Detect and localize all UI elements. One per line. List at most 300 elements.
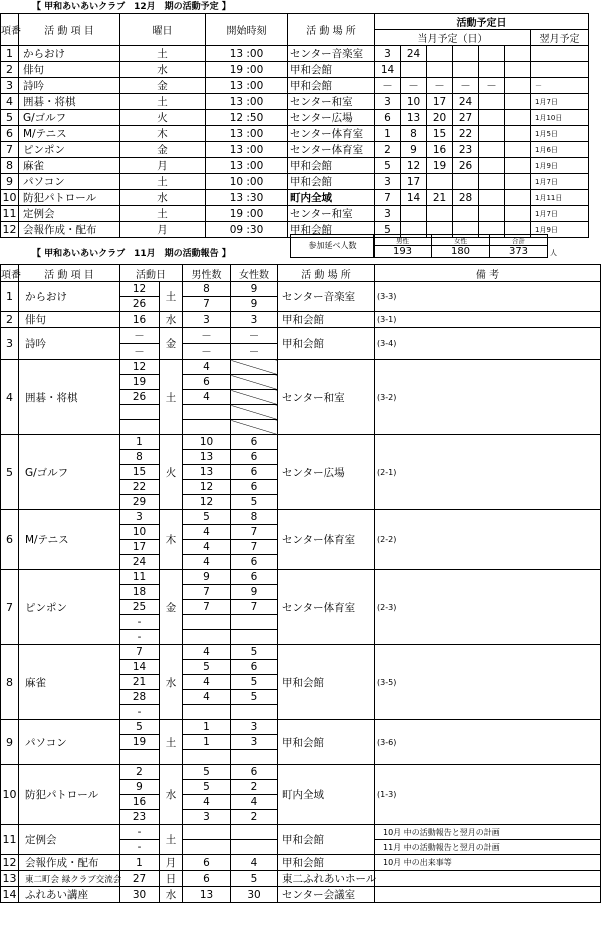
activity-day: 8 bbox=[120, 450, 160, 465]
activity-day: 22 bbox=[120, 480, 160, 495]
activity-day: 12 bbox=[120, 360, 160, 375]
activity-place: センター広場 bbox=[278, 435, 375, 510]
planned-day bbox=[505, 158, 531, 174]
activity-day: - bbox=[120, 825, 160, 840]
next-month-date: 1月7日 bbox=[531, 174, 589, 190]
activity-place: 甲和会館 bbox=[278, 312, 375, 328]
schedule-row bbox=[1, 126, 589, 142]
planned-day: 23 bbox=[453, 142, 479, 158]
weekday: 金 bbox=[120, 78, 206, 94]
planned-day: 3 bbox=[375, 94, 401, 110]
weekday: 水 bbox=[120, 62, 206, 78]
activity-day: － bbox=[120, 344, 160, 360]
remark: (2-1) bbox=[375, 435, 601, 510]
activity-place: 東二ふれあいホール bbox=[278, 871, 375, 887]
row-number: 8 bbox=[1, 158, 19, 174]
remark: (3-1) bbox=[375, 312, 601, 328]
planned-day: 9 bbox=[401, 142, 427, 158]
schedule-row bbox=[1, 206, 589, 222]
male-count: 7 bbox=[183, 297, 231, 312]
start-time: 19 :00 bbox=[206, 62, 288, 78]
row-number: 4 bbox=[1, 94, 19, 110]
male-count: － bbox=[183, 344, 231, 360]
activity-day: 29 bbox=[120, 495, 160, 510]
header-weekday: 曜日 bbox=[120, 14, 206, 46]
activity-day: - bbox=[120, 705, 160, 720]
weekday: 金 bbox=[120, 142, 206, 158]
activity-place: センター体育室 bbox=[278, 510, 375, 570]
planned-day bbox=[401, 62, 427, 78]
planned-day: － bbox=[401, 78, 427, 94]
planned-day: 17 bbox=[427, 94, 453, 110]
remark: (2-3) bbox=[375, 570, 601, 645]
next-month-date: 1月11日 bbox=[531, 190, 589, 206]
activity-day: 17 bbox=[120, 540, 160, 555]
start-time: 13 :30 bbox=[206, 190, 288, 206]
planned-day: 6 bbox=[375, 110, 401, 126]
activity-place: 甲和会館 bbox=[288, 174, 375, 190]
header-plan: 活動予定日 bbox=[375, 14, 589, 30]
male-count bbox=[183, 840, 231, 855]
next-month-date bbox=[531, 62, 589, 78]
planned-day: － bbox=[427, 78, 453, 94]
female-count: 5 bbox=[231, 645, 278, 660]
planned-day: 24 bbox=[453, 94, 479, 110]
start-time: 13 :00 bbox=[206, 78, 288, 94]
report-row bbox=[1, 871, 601, 887]
weekday: 水 bbox=[160, 765, 183, 825]
planned-day: 24 bbox=[401, 46, 427, 62]
male-count: 12 bbox=[183, 480, 231, 495]
start-time: 12 :50 bbox=[206, 110, 288, 126]
activity-name: ふれあい講座 bbox=[19, 887, 120, 903]
activity-name: からおけ bbox=[19, 282, 120, 312]
activity-place: 甲和会館 bbox=[288, 62, 375, 78]
activity-day: 9 bbox=[120, 780, 160, 795]
planned-day bbox=[505, 62, 531, 78]
planned-day bbox=[505, 190, 531, 206]
female-count: 2 bbox=[231, 810, 278, 825]
planned-day: 3 bbox=[375, 46, 401, 62]
male-count bbox=[183, 630, 231, 645]
planned-day: 27 bbox=[453, 110, 479, 126]
header-no: 項番 bbox=[1, 265, 19, 282]
female-count: 9 bbox=[231, 297, 278, 312]
next-month-date: 1月10日 bbox=[531, 110, 589, 126]
female-count: 4 bbox=[231, 795, 278, 810]
remark: (1-3) bbox=[375, 765, 601, 825]
planned-day: 22 bbox=[453, 126, 479, 142]
planned-day bbox=[479, 206, 505, 222]
female-header: 女性 bbox=[432, 235, 490, 246]
remark: (3-2) bbox=[375, 360, 601, 435]
male-count: 8 bbox=[183, 282, 231, 297]
male-count: 4 bbox=[183, 690, 231, 705]
weekday: 日 bbox=[160, 871, 183, 887]
activity-day: - bbox=[120, 840, 160, 855]
male-count: 13 bbox=[183, 450, 231, 465]
schedule-row bbox=[1, 142, 589, 158]
planned-day: 5 bbox=[375, 222, 401, 238]
weekday: 水 bbox=[120, 190, 206, 206]
start-time: 13 :00 bbox=[206, 142, 288, 158]
male-count bbox=[183, 825, 231, 840]
row-number: 11 bbox=[2, 207, 17, 220]
planned-day bbox=[453, 46, 479, 62]
male-count: 9 bbox=[183, 570, 231, 585]
start-time: 09 :30 bbox=[206, 222, 288, 238]
planned-day bbox=[505, 78, 531, 94]
next-month-date bbox=[531, 46, 589, 62]
female-count: 7 bbox=[231, 525, 278, 540]
female-count bbox=[231, 360, 278, 375]
activity-day: 24 bbox=[120, 555, 160, 570]
report-row bbox=[1, 282, 601, 297]
activity-day: － bbox=[120, 328, 160, 344]
male-count: 5 bbox=[183, 660, 231, 675]
female-count: 6 bbox=[231, 435, 278, 450]
next-month-date: 1月5日 bbox=[531, 126, 589, 142]
group-number: 12 bbox=[2, 856, 17, 869]
group-number: 14 bbox=[2, 888, 17, 901]
male-count: 6 bbox=[183, 871, 231, 887]
next-month-date: 1月9日 bbox=[531, 158, 589, 174]
female-count: 3 bbox=[231, 735, 278, 750]
next-month-date: 1月9日 bbox=[531, 222, 589, 238]
remark: (3-5) bbox=[375, 645, 601, 720]
planned-day: 26 bbox=[453, 158, 479, 174]
activity-place: センター和室 bbox=[288, 206, 375, 222]
header-next-month: 翌月予定 bbox=[531, 30, 589, 46]
female-count: 6 bbox=[231, 570, 278, 585]
activity-place: センター音楽室 bbox=[278, 282, 375, 312]
female-count: 5 bbox=[231, 871, 278, 887]
planned-day: － bbox=[453, 78, 479, 94]
activity-day: 2 bbox=[120, 765, 160, 780]
activity-name: 囲碁・将棋 bbox=[19, 360, 120, 435]
activity-day bbox=[120, 420, 160, 435]
male-count: 12 bbox=[183, 495, 231, 510]
planned-day bbox=[401, 206, 427, 222]
planned-day bbox=[427, 206, 453, 222]
group-number: 3 bbox=[1, 328, 19, 360]
activity-name: 俳句 bbox=[19, 62, 120, 78]
activity-place: 甲和会館 bbox=[288, 78, 375, 94]
report-row bbox=[1, 720, 601, 735]
report-row bbox=[1, 510, 601, 525]
person-unit: 人 bbox=[550, 249, 557, 257]
activity-day: 5 bbox=[120, 720, 160, 735]
weekday: 土 bbox=[160, 825, 183, 855]
planned-day: 13 bbox=[401, 110, 427, 126]
female-count: 5 bbox=[231, 690, 278, 705]
weekday: 土 bbox=[160, 720, 183, 765]
schedule-row bbox=[1, 78, 589, 94]
planned-day bbox=[505, 126, 531, 142]
female-count bbox=[231, 420, 278, 435]
planned-day: 14 bbox=[375, 62, 401, 78]
schedule-row bbox=[1, 62, 589, 78]
start-time: 10 :00 bbox=[206, 174, 288, 190]
planned-day bbox=[479, 62, 505, 78]
female-count: － bbox=[231, 328, 278, 344]
activity-day: 28 bbox=[120, 690, 160, 705]
activity-name: 定例会 bbox=[19, 825, 120, 855]
female-count: 6 bbox=[231, 660, 278, 675]
weekday: 木 bbox=[120, 126, 206, 142]
female-count: 6 bbox=[231, 765, 278, 780]
weekday: 土 bbox=[120, 206, 206, 222]
group-number: 10 bbox=[1, 765, 19, 825]
header-activity: 活 動 項 目 bbox=[19, 14, 120, 46]
report-row bbox=[1, 855, 601, 871]
activity-place: 甲和会館 bbox=[288, 222, 375, 238]
activity-day: 26 bbox=[120, 390, 160, 405]
row-number: 5 bbox=[1, 110, 19, 126]
schedule-row bbox=[1, 174, 589, 190]
female-count: 6 bbox=[231, 555, 278, 570]
male-count: 5 bbox=[183, 780, 231, 795]
report-row bbox=[1, 312, 601, 328]
male-count: 4 bbox=[183, 360, 231, 375]
activity-day: 1 bbox=[120, 855, 160, 871]
start-time: 13 :00 bbox=[206, 94, 288, 110]
male-count: 13 bbox=[183, 465, 231, 480]
schedule-row bbox=[1, 94, 589, 110]
male-count bbox=[183, 615, 231, 630]
activity-day: 3 bbox=[120, 510, 160, 525]
planned-day: 20 bbox=[427, 110, 453, 126]
activity-name: 防犯パトロール bbox=[19, 765, 120, 825]
activity-place: センター広場 bbox=[288, 110, 375, 126]
report-row bbox=[1, 360, 601, 375]
male-count: 5 bbox=[183, 765, 231, 780]
header-male: 男性数 bbox=[183, 265, 231, 282]
planned-day: 17 bbox=[401, 174, 427, 190]
activity-place: 甲和会館 bbox=[278, 328, 375, 360]
remark: (3-3) bbox=[375, 282, 601, 312]
activity-name: ピンポン bbox=[19, 570, 120, 645]
male-count: 4 bbox=[183, 795, 231, 810]
header-no: 項番 bbox=[1, 14, 19, 46]
schedule-row bbox=[1, 190, 589, 206]
activity-day: 16 bbox=[120, 312, 160, 328]
planned-day bbox=[453, 206, 479, 222]
remark: 11月 中の活動報告と翌月の計画 bbox=[375, 840, 601, 855]
male-count: 13 bbox=[183, 887, 231, 903]
activity-day: 23 bbox=[120, 810, 160, 825]
weekday: 木 bbox=[160, 510, 183, 570]
next-month-date: 1月7日 bbox=[531, 94, 589, 110]
male-count: 4 bbox=[183, 555, 231, 570]
activity-place: 町内全域 bbox=[278, 765, 375, 825]
remark bbox=[375, 887, 601, 903]
activity-name: G/ゴルフ bbox=[19, 110, 120, 126]
activity-name: 東二町会 緑クラブ交流会 bbox=[19, 871, 120, 887]
report-table bbox=[0, 264, 601, 903]
activity-day: 15 bbox=[120, 465, 160, 480]
activity-name: 会報作成・配布 bbox=[19, 222, 120, 238]
activity-name: パソコン bbox=[19, 174, 120, 190]
activity-day: 21 bbox=[120, 675, 160, 690]
activity-name: 俳句 bbox=[19, 312, 120, 328]
weekday: 土 bbox=[160, 282, 183, 312]
male-count: 1 bbox=[183, 720, 231, 735]
planned-day bbox=[479, 46, 505, 62]
female-count: 6 bbox=[231, 465, 278, 480]
report-row bbox=[1, 328, 601, 344]
activity-name: パソコン bbox=[19, 720, 120, 765]
activity-place: 甲和会館 bbox=[288, 158, 375, 174]
female-count: 6 bbox=[231, 450, 278, 465]
schedule-row bbox=[1, 46, 589, 62]
group-number: 5 bbox=[1, 435, 19, 510]
planned-day: 5 bbox=[375, 158, 401, 174]
row-number: 12 bbox=[2, 223, 17, 236]
remark bbox=[375, 871, 601, 887]
planned-day bbox=[505, 46, 531, 62]
activity-day bbox=[120, 405, 160, 420]
planned-day bbox=[505, 206, 531, 222]
female-count bbox=[231, 705, 278, 720]
female-count: 8 bbox=[231, 510, 278, 525]
header-female: 女性数 bbox=[231, 265, 278, 282]
activity-day: 26 bbox=[120, 297, 160, 312]
activity-name: 定例会 bbox=[19, 206, 120, 222]
participants-label: 参加延べ人数 bbox=[290, 234, 375, 258]
weekday: 月 bbox=[120, 158, 206, 174]
start-time: 13 :00 bbox=[206, 158, 288, 174]
activity-name: 囲碁・将棋 bbox=[19, 94, 120, 110]
row-number: 3 bbox=[1, 78, 19, 94]
planned-day bbox=[427, 174, 453, 190]
planned-day: 16 bbox=[427, 142, 453, 158]
activity-name: 麻雀 bbox=[19, 158, 120, 174]
start-time: 19 :00 bbox=[206, 206, 288, 222]
planned-day bbox=[505, 94, 531, 110]
activity-day: 25 bbox=[120, 600, 160, 615]
planned-day: － bbox=[479, 78, 505, 94]
row-number: 6 bbox=[1, 126, 19, 142]
male-count: 3 bbox=[183, 810, 231, 825]
male-count: 10 bbox=[183, 435, 231, 450]
weekday: 火 bbox=[160, 435, 183, 510]
planned-day: 10 bbox=[401, 94, 427, 110]
activity-name: 詩吟 bbox=[19, 328, 120, 360]
female-count bbox=[231, 630, 278, 645]
activity-place: 甲和会館 bbox=[278, 825, 375, 855]
activity-day: 19 bbox=[120, 375, 160, 390]
male-count bbox=[183, 405, 231, 420]
male-count bbox=[183, 705, 231, 720]
activity-day: 12 bbox=[120, 282, 160, 297]
header-remarks: 備 考 bbox=[375, 265, 601, 282]
planned-day bbox=[479, 110, 505, 126]
planned-day bbox=[479, 190, 505, 206]
female-count: 3 bbox=[231, 312, 278, 328]
female-count: 5 bbox=[231, 495, 278, 510]
next-month-date: 1月7日 bbox=[531, 206, 589, 222]
total-header: 合計 bbox=[490, 235, 548, 246]
remark: (3-6) bbox=[375, 720, 601, 765]
next-month-date: 1月6日 bbox=[531, 142, 589, 158]
group-number: 9 bbox=[1, 720, 19, 765]
female-count: 3 bbox=[231, 720, 278, 735]
planned-day bbox=[505, 110, 531, 126]
female-count: － bbox=[231, 344, 278, 360]
activity-name: M/テニス bbox=[19, 510, 120, 570]
male-count: 6 bbox=[183, 375, 231, 390]
female-count bbox=[231, 750, 278, 765]
activity-place: 甲和会館 bbox=[278, 645, 375, 720]
planned-day bbox=[479, 174, 505, 190]
activity-day bbox=[120, 750, 160, 765]
header-place: 活 動 場 所 bbox=[288, 14, 375, 46]
planned-day: － bbox=[375, 78, 401, 94]
activity-day: 18 bbox=[120, 585, 160, 600]
group-number: 1 bbox=[1, 282, 19, 312]
female-count: 6 bbox=[231, 480, 278, 495]
female-count: 7 bbox=[231, 600, 278, 615]
planned-day bbox=[479, 94, 505, 110]
male-count: 4 bbox=[183, 540, 231, 555]
activity-name: からおけ bbox=[19, 46, 120, 62]
weekday: 土 bbox=[120, 94, 206, 110]
row-number: 9 bbox=[1, 174, 19, 190]
weekday: 水 bbox=[160, 312, 183, 328]
report-row bbox=[1, 570, 601, 585]
row-number: 10 bbox=[2, 191, 17, 204]
header-this-month: 当月予定（日） bbox=[375, 30, 531, 46]
planned-day: 3 bbox=[375, 174, 401, 190]
planned-day bbox=[453, 62, 479, 78]
planned-day bbox=[427, 62, 453, 78]
activity-day: 30 bbox=[120, 887, 160, 903]
planned-day bbox=[479, 158, 505, 174]
male-header: 男性 bbox=[374, 235, 432, 246]
planned-day: 19 bbox=[427, 158, 453, 174]
activity-day: 1 bbox=[120, 435, 160, 450]
female-count bbox=[231, 825, 278, 840]
report-row bbox=[1, 645, 601, 660]
planned-day: 28 bbox=[453, 190, 479, 206]
row-number: 1 bbox=[1, 46, 19, 62]
planned-day bbox=[427, 46, 453, 62]
male-count: 1 bbox=[183, 735, 231, 750]
report-title: 【 甲和あいあいクラブ 11月 期の活動報告 】 bbox=[32, 249, 231, 259]
female-count: 9 bbox=[231, 585, 278, 600]
female-count: 5 bbox=[231, 675, 278, 690]
weekday: 水 bbox=[160, 887, 183, 903]
planned-day: 7 bbox=[375, 190, 401, 206]
planned-day bbox=[505, 174, 531, 190]
activity-place: 甲和会館 bbox=[278, 855, 375, 871]
weekday: 金 bbox=[160, 570, 183, 645]
planned-day: 8 bbox=[401, 126, 427, 142]
male-count: 3 bbox=[183, 312, 231, 328]
group-number: 6 bbox=[1, 510, 19, 570]
activity-day: - bbox=[120, 630, 160, 645]
participants-table bbox=[373, 234, 548, 258]
activity-day: 7 bbox=[120, 645, 160, 660]
activity-place: 町内全域 bbox=[288, 190, 375, 206]
female-count bbox=[231, 390, 278, 405]
activity-place: センター和室 bbox=[288, 94, 375, 110]
remark: 10月 中の出来事等 bbox=[375, 855, 601, 871]
activity-name: G/ゴルフ bbox=[19, 435, 120, 510]
activity-day: 19 bbox=[120, 735, 160, 750]
planned-day: 3 bbox=[375, 206, 401, 222]
